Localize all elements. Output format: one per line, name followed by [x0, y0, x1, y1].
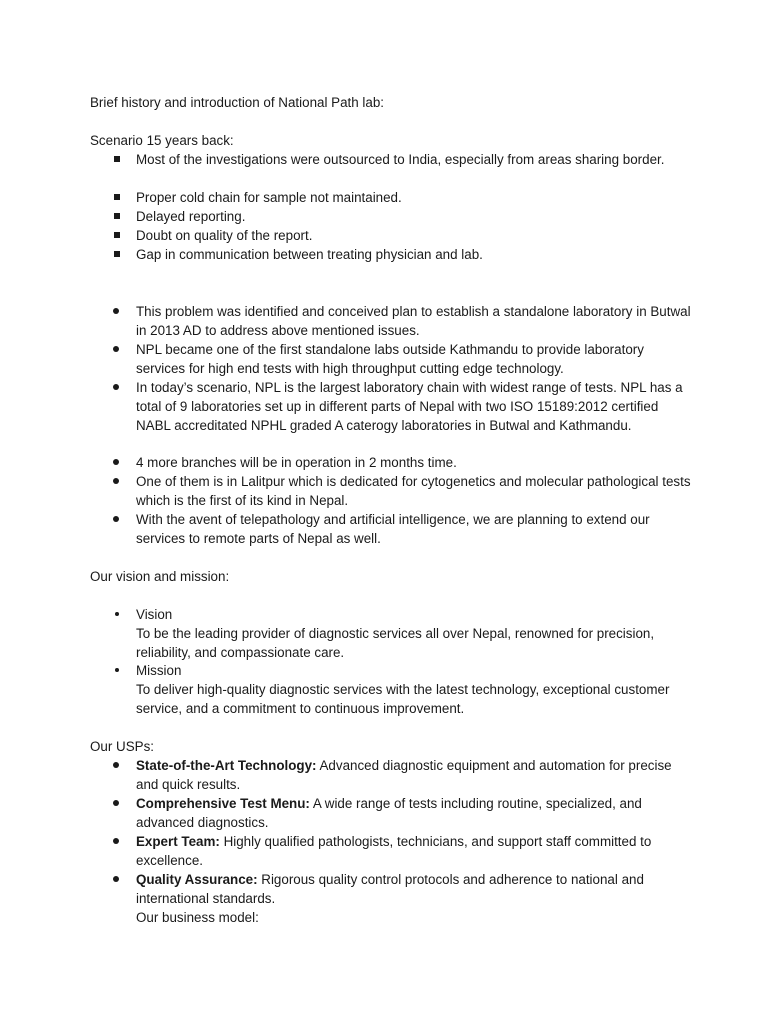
bullet-icon — [113, 308, 119, 314]
usp-title: State-of-the-Art Technology: — [136, 758, 317, 773]
usp-text: Advanced diagnostic equipment and automation for precise and quick results. — [136, 758, 672, 792]
usp-item — [136, 756, 696, 794]
vision-mission-heading: Our vision and mission: — [90, 569, 230, 584]
usp-text: Rigorous quality control protocols and adherence to national and international standards. — [136, 872, 644, 906]
usp-item — [136, 832, 696, 870]
usps-heading: Our USPs: — [90, 739, 154, 754]
square-bullet-icon — [114, 156, 120, 162]
scenario-item: Delayed reporting. — [136, 209, 246, 224]
usp-title: Expert Team: — [136, 834, 220, 849]
bullet-icon — [113, 478, 119, 484]
bullet-icon — [113, 384, 119, 390]
usp-item — [136, 794, 696, 832]
usp-title: Quality Assurance: — [136, 872, 258, 887]
scenario-item: Gap in communication between treating physician and lab. — [136, 247, 483, 262]
square-bullet-icon — [114, 213, 120, 219]
history-item: With the avent of telepathology and artificial intelligence, we are planning to extend our services to remote parts of Nepal as well. — [136, 512, 650, 546]
bullet-icon — [113, 876, 119, 882]
usp-title: Comprehensive Test Menu: — [136, 796, 310, 811]
bullet-icon — [113, 838, 119, 844]
bullet-icon — [113, 516, 119, 522]
bullet-icon — [115, 612, 119, 616]
square-bullet-icon — [114, 251, 120, 257]
scenario-heading: Scenario 15 years back: — [90, 133, 234, 148]
bullet-icon — [113, 459, 119, 465]
history-item: In today’s scenario, NPL is the largest laboratory chain with widest range of tests. NPL has a total of 9 laboratories set up in different parts of Nepal with two ISO 15189:2012 certified NABL accreditated NPHL graded A caterogy laboratories in Butwal and Kathmandu. — [136, 380, 683, 433]
mission-text: To deliver high-quality diagnostic services with the latest technology, exceptional customer service, and a commitment to continuous improvement. — [136, 682, 670, 716]
scenario-item: Most of the investigations were outsourced to India, especially from areas sharing border. — [136, 152, 665, 167]
document-title: Brief history and introduction of National Path lab: — [90, 95, 385, 110]
bullet-icon — [113, 800, 119, 806]
history-item: NPL became one of the first standalone labs outside Kathmandu to provide laboratory services for high end tests with high throughput cutting edge technology. — [136, 342, 644, 376]
square-bullet-icon — [114, 232, 120, 238]
usp-item — [136, 870, 696, 908]
bullet-icon — [113, 346, 119, 352]
mission-label: Mission — [136, 663, 182, 678]
history-item: One of them is in Lalitpur which is dedicated for cytogenetics and molecular pathological tests which is the first of its kind in Nepal. — [136, 474, 691, 508]
business-model-heading: Our business model: — [136, 910, 259, 925]
scenario-item: Doubt on quality of the report. — [136, 228, 313, 243]
usp-text: Highly qualified pathologists, technicians, and support staff committed to excellence. — [136, 834, 652, 868]
scenario-item: Proper cold chain for sample not maintained. — [136, 190, 402, 205]
square-bullet-icon — [114, 194, 120, 200]
bullet-icon — [115, 668, 119, 672]
bullet-icon — [113, 762, 119, 768]
vision-text: To be the leading provider of diagnostic services all over Nepal, renowned for precision, reliability, and compassionate care. — [136, 626, 655, 660]
history-item: 4 more branches will be in operation in 2 months time. — [136, 455, 457, 470]
usp-text: A wide range of tests including routine, specialized, and advanced diagnostics. — [136, 796, 642, 830]
history-item: This problem was identified and conceived plan to establish a standalone laboratory in Butwal in 2013 AD to address above mentioned issues. — [136, 304, 691, 338]
vision-label: Vision — [136, 607, 173, 622]
